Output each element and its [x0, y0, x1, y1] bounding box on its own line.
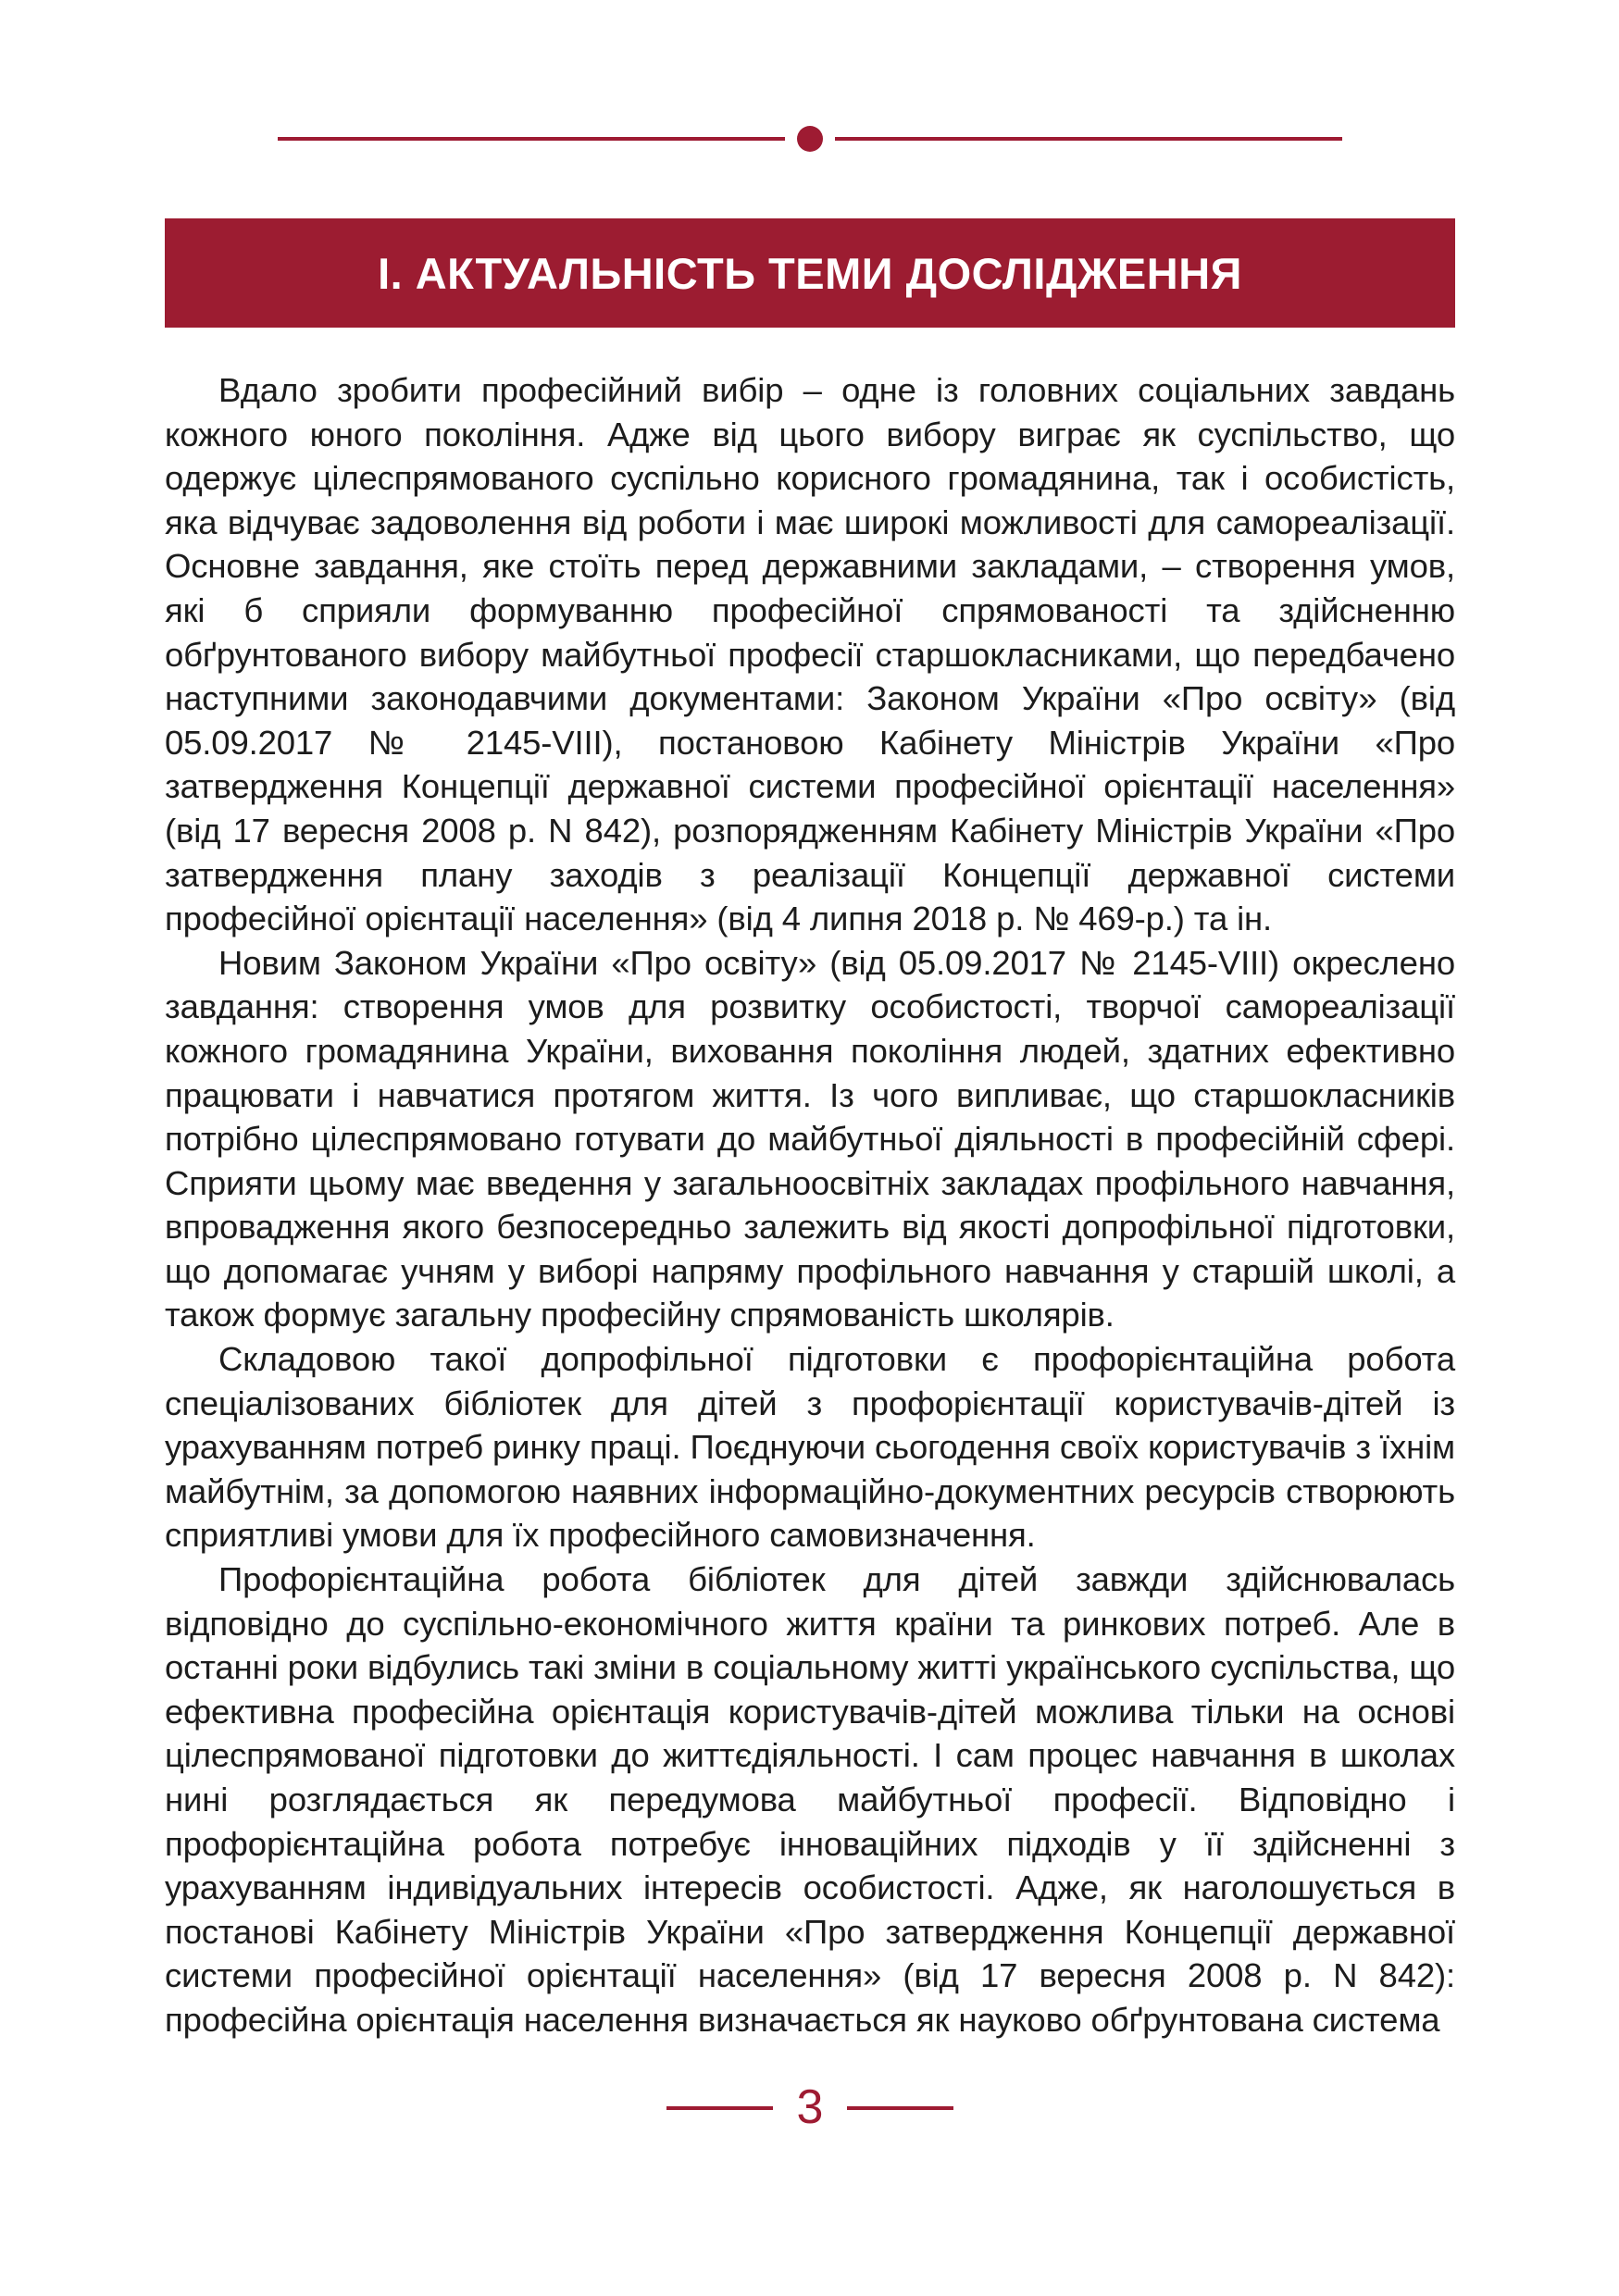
section-title-banner	[165, 218, 1455, 328]
header-ornament	[278, 120, 1342, 157]
footer-ornament	[666, 2076, 953, 2141]
header-ornament-line-left	[278, 137, 785, 141]
paragraph-4: Профорієнтаційна робота бібліотек для дітей завжди здійснювалась відповідно до суспільно-економічного життя країни та ринкових потреб. Але в останні роки відбулись такі зміни в соціальному житті українського суспільства, що ефективна професійна орієнтація користувачів-дітей можлива тільки на основі цілеспрямованої підготовки до життєдіяльності. І сам процес навчання в школах нині розглядається як передумова майбутньої професії. Відповідно і профорієнтаційна робота потребує інноваційних підходів у її здійсненні з урахуванням індивідуальних інтересів особистості. Адже, як наголошується в постанові Кабінету Міністрів України «Про затвердження Концепції державної системи професійної орієнтації населення» (від 17 вересня 2008 р. N 842): професійна орієнтація населення визначається як науково обґрунтована система	[165, 1560, 1455, 2039]
header-ornament-dot	[797, 126, 823, 152]
footer-ornament-line-right	[847, 2106, 953, 2110]
paragraph-3: Складовою такої допрофільної підготовки є профорієнтаційна робота спеціалізованих бібліотек для дітей з профорієнтації користувачів-дітей із урахуванням потреб ринку праці. Поєднуючи сьогодення своїх користувачів з їхнім майбутнім, за допомогою наявних інформаційно-документних ресурсів створюють сприятливі умови для їх професійного самовизначення.	[165, 1340, 1455, 1555]
body-text	[165, 368, 1455, 2042]
paragraph-2: Новим Законом України «Про освіту» (від 05.09.2017 № 2145-VIII) окреслено завдання: створення умов для розвитку особистості, творчої самореалізації кожного громадянина України, виховання покоління людей, здатних ефективно працювати і навчатися протягом життя. Із чого випливає, що старшокласників потрібно цілеспрямовано готувати до майбутньої діяльності в професійній сфері. Сприяти цьому має введення у загальноосвітніх закладах профільного навчання, впровадження якого безпосередньо залежить від якості допрофільної підготовки, що допомагає учням у виборі напряму профільного навчання у старшій школі, а також формує загальну професійну спрямованість школярів.	[165, 943, 1455, 1334]
paragraph-1: Вдало зробити професійний вибір – одне із головних соціальних завдань кожного юного покоління. Адже від цього вибору виграє як суспільство, що одержує цілеспрямованого суспільно корисного громадянина, так і особистість, яка відчуває задоволення від роботи і має широкі можливості для самореалізації. Основне завдання, яке стоїть перед державними закладами, – створення умов, які б сприяли формуванню професійної спрямованості та здійсненню обґрунтованого вибору майбутньої професії старшокласниками, що передбачено наступними законодавчими документами: Законом України «Про освіту» (від 05.09.2017 № 2145-VIII), постановою Кабінету Міністрів України «Про затвердження Концепції державної системи професійної орієнтації населення» (від 17 вересня 2008 р. N 842), розпорядженням Кабінету Міністрів України «Про затвердження плану заходів з реалізації Концепції державної системи професійної орієнтації населення» (від 4 липня 2018 р. № 469-р.) та ін.	[165, 371, 1455, 938]
section-title: І. АКТУАЛЬНІСТЬ ТЕМИ ДОСЛІДЖЕННЯ	[378, 248, 1242, 298]
page-number: 3	[796, 2080, 824, 2134]
header-ornament-line-right	[835, 137, 1342, 141]
